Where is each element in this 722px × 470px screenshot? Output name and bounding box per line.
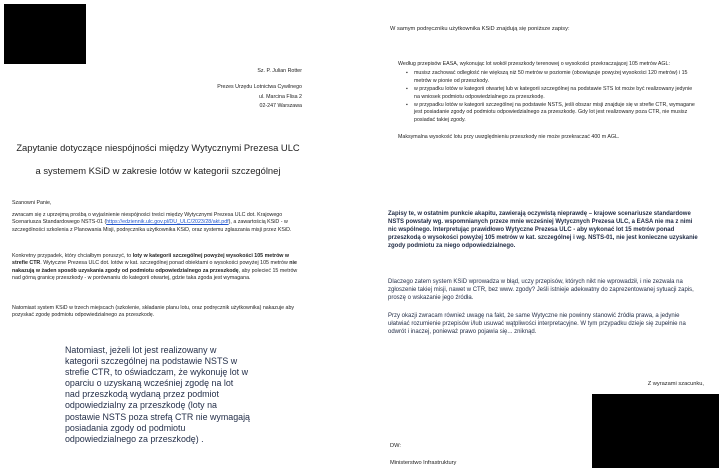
paragraph-case: Konkretny przypadek, który chciałbym poruszyć, to loty w kategorii szczególnej powyżej wysokości 105 metrów w strefie CTR. Wytyczne Prezesa ULC dot. lotów w kat. szczególnej ponad obiektami o wysokości powyżej 105 metrów nie nakazują w żaden sposób uzyskania zgody od podmiotu odpowiedzialnego za przeszkodę, aby polecieć 15 metrów nad górną granicę przeszkody - w porównaniu do kategorii otwartej, gdzie taka zgoda jest wymagana.: [12, 253, 298, 282]
recipient-city: 02-247 Warszawa: [259, 103, 302, 110]
document-title: [8, 141, 308, 177]
quote-bullet-1: ▪ musisz zachować odległość nie większą niż 50 metrów w poziomie (obowiązuje powyżej wysokości 120 metrów) i 15 metrów w pionie od przeszkody.: [406, 70, 698, 85]
quote-bullet-2: ▪ w przypadku lotów w kategorii otwartej lub w kategorii szczególnej na podstawie STS lot może być realizowany jedynie na wniosek podmiotu odpowiedzialnego za przeszkodę.: [406, 86, 698, 101]
recipient-street: ul. Marcina Flisa 2: [259, 93, 302, 100]
recipient-office: Prezes Urzędu Lotnictwa Cywilnego: [217, 84, 302, 91]
closing: Z wyrazami szacunku,: [647, 381, 704, 387]
greeting: Szanowni Panie,: [12, 200, 52, 206]
paragraph-ksid: Natomiast system KSiD w trzech miejscach (szkolenie, składanie planu lotu, oraz podręcznik użytkownika) nakazuje aby pozyskać zgodę podmiotu odpowiedzialnego za przeszkodę.: [12, 305, 295, 319]
paragraph-request: zwracam się z uprzejmą prośbą o wyjaśnienie niespójności treści między Wytycznymi Prezesa ULC dot. Krajowego Scenariusza Standardowego NSTS-01 (https://edziennik.ulc.gov.pl/DU_ULC/2023/28/akt.pdf), a zawartością KSiD - w szczególności szkolenia z Planowania Misji, podręcznika użytkownika KSiD, oraz systemu zgłaszania misji przez KSiD.: [12, 212, 292, 233]
manual-quote: [398, 61, 698, 142]
intro-line: W samym podręczniku użytkownika KSiD znajdują się poniższe zapisy:: [390, 26, 570, 32]
document-title-line1: Zapytanie dotyczące niespójności między Wytycznymi Prezesa ULC: [16, 142, 300, 153]
ulc-guidelines-link[interactable]: https://edziennik.ulc.gov.pl/DU_ULC/2023/28/akt.pdf: [106, 219, 229, 226]
paragraph-przy-okazji: Przy okazji zwracam również uwagę na fakt, że same Wytyczne nie powinny stanowić źródła prawa, a jedynie ułatwiać rozumienie przepisów i/lub usuwać wątpliwości interpretacyjne. W tym przypadku dzieje się zupełnie na odwrót i inaczej, ponieważ prawo pojawia się... zniknąd.: [388, 313, 686, 335]
dw-label: DW:: [390, 443, 401, 449]
redacted-sender-block: [4, 4, 86, 64]
case-bold-1: loty w kategorii szczególnej powyżej wysokości 105 metrów w strefie CTR: [12, 253, 290, 267]
document-title-line2: a systemem KSiD w zakresie lotów w kategorii szczególnej: [35, 165, 281, 176]
dw-recipient: Ministerstwo Infrastruktury: [390, 460, 457, 466]
paragraph-zapisy: Zapisy te, w ostatnim punkcie akapitu, zawierają oczywistą nieprawdę – krajowe scenariusze standardowe NSTS powstały wg. wspomnianych przeze mnie wcześniej Wytycznych Prezesa ULC, a EASA nie ma z nimi nic wspólnego. Interpretując prawidłowo Wytyczne Prezesa ULC - aby wykonać lot 15 metrów ponad przeszkodą o wysokości powyżej 105 metrów w kat. szczególnej i wg. NSTS-01, nie jest konieczne uzyskanie zgody podmiotu za niego odpowiedzialnego.: [388, 211, 698, 249]
case-bold-2: nie nakazują w żaden sposób uzyskania zgody od podmiotu odpowiedzialnego za przeszkodę: [12, 260, 297, 274]
recipient-name: Sz. P. Julian Rotter: [257, 68, 302, 74]
paragraph-dlaczego: Dlaczego zatem system KSiD wprowadza w błąd, uczy przepisów, których nikt nie wprowadził, i nie zezwala na zgłoszenie takiej misji, nawet w CTR, bez www. zgody? Jeśli istnieje adekwatny do zaprezentowanej sytuacji zapis, proszę o wskazanie jego źródła.: [388, 279, 694, 301]
quote-lead: Według przepisów EASA, wykonując lot wokół przeszkody terenowej o wysokości przekraczającej 105 metrów AGL:: [398, 61, 670, 67]
quote-bullet-3: ▪ w przypadku lotów w kategorii szczególnej na podstawie NSTS, jeśli obszar misji znajduje się w strefie CTR, wymagane jest posiadanie zgody od podmiotu odpowiedzialnego za przeszkodę. Gdy lot jest realizowany poza CTR, nie musisz posiadać takiej zgody.: [406, 102, 698, 124]
quote-tail: Maksymalna wysokość lotu przy uwzględnieniu przeszkody nie może przekraczać 400 m AGL.: [398, 134, 620, 141]
embedded-screenshot-text: Natomiast, jeżeli lot jest realizowany w kategorii szczególnej na podstawie NSTS w strefie CTR, to oświadczam, że wykonuję lot w oparciu o uzyskaną wcześniej zgodę na lot nad przeszkodą wydaną przez podmiot odpowiedzialny za przeszkodę (loty na postawie NSTS poza strefą CTR nie wymagają posiadania zgody od podmiotu odpowiedzialnego za przeszkodę) .: [65, 345, 250, 444]
quote-bullets: [398, 70, 698, 124]
recipient-address: [180, 68, 302, 111]
redacted-signature: [592, 394, 719, 468]
embedded-screenshot: [60, 342, 250, 458]
